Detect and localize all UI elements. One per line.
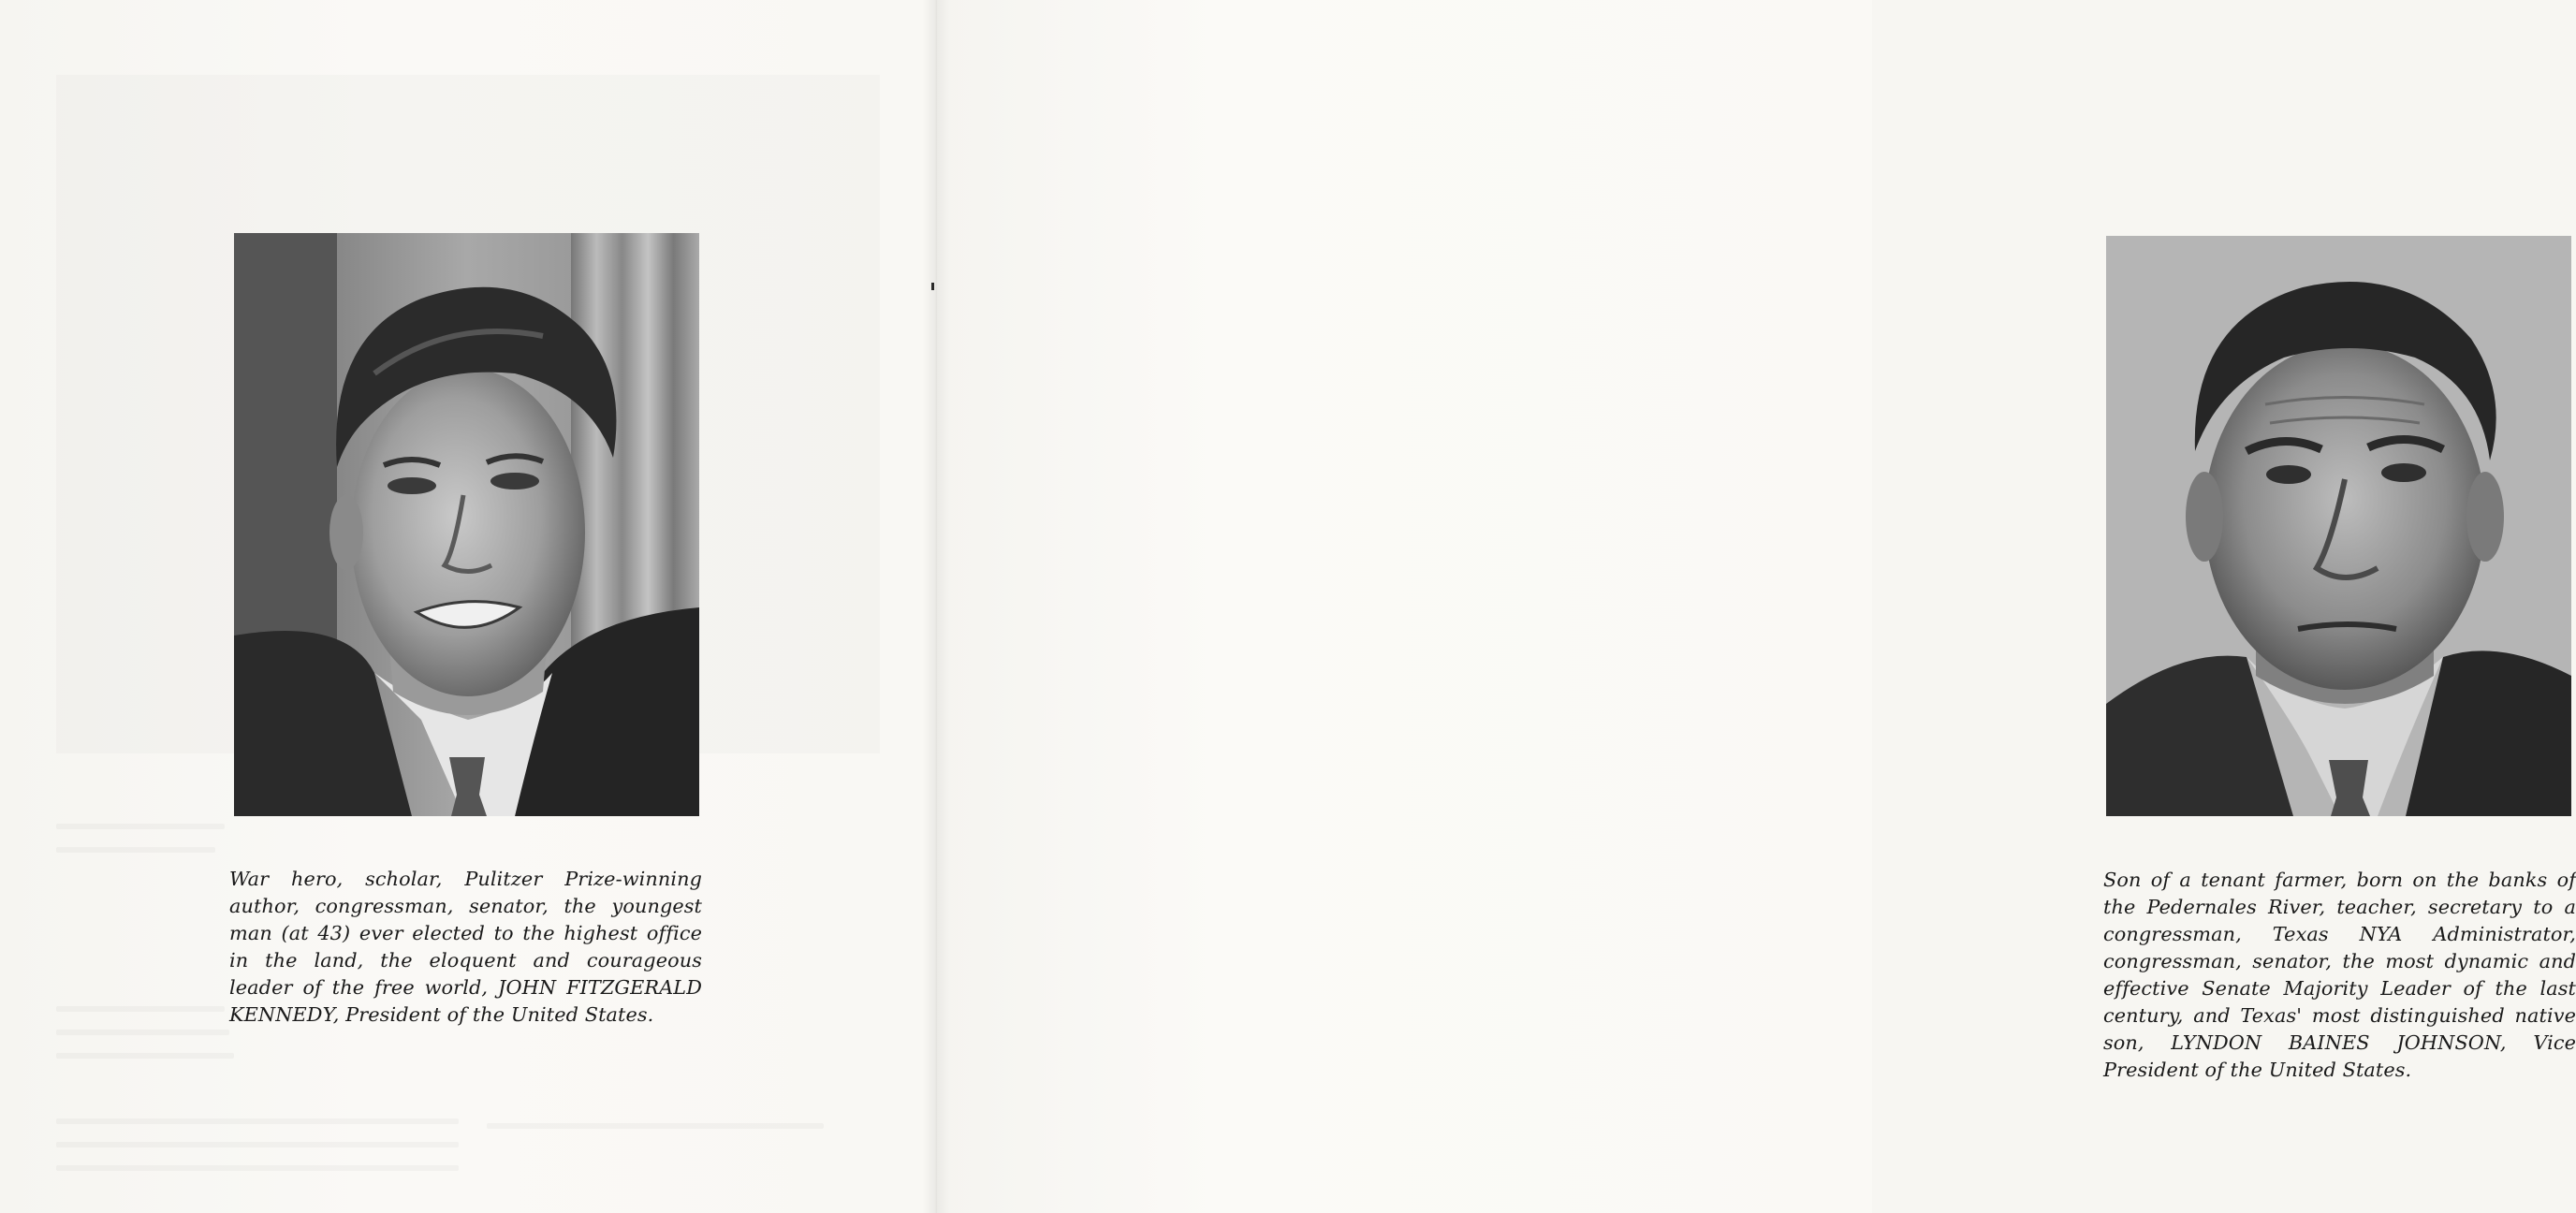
spine-mark — [931, 283, 934, 290]
spine-gutter — [922, 0, 950, 1213]
right-page — [936, 0, 2576, 1213]
show-through-line — [56, 1165, 459, 1171]
kennedy-portrait-photo — [234, 233, 699, 816]
show-through-line — [56, 1118, 459, 1124]
show-through-line — [56, 847, 215, 853]
left-page — [0, 0, 936, 1213]
show-through-line — [56, 824, 225, 829]
show-through-line — [56, 1142, 459, 1147]
johnson-caption: Son of a tenant farmer, born on the banks of the Pedernales River, teacher, secretary to a congressman, Texas NYA Administrator, congressman, senator, the most dynamic and effective Senate Majority Leader of the last century, and Texas' most distinguished native son, LYNDON BAINES JOHNSON, Vice President of the United States. — [2103, 868, 2576, 1081]
show-through-line — [56, 1053, 234, 1059]
johnson-portrait-photo — [2106, 236, 2571, 816]
show-through-line — [56, 1030, 229, 1035]
show-through-line — [487, 1123, 824, 1129]
show-through-line — [56, 1006, 225, 1012]
portrait-photo-icon — [234, 233, 699, 816]
portrait-photo-icon — [2106, 236, 2571, 816]
kennedy-caption: War hero, scholar, Pulitzer Prize-winning author, congressman, senator, the youngest man (at 43) ever elected to the highest office in the land, the eloquent and courageous leader of the free world, JOHN FITZGERALD KENNEDY, President of the United States. — [229, 867, 702, 1026]
